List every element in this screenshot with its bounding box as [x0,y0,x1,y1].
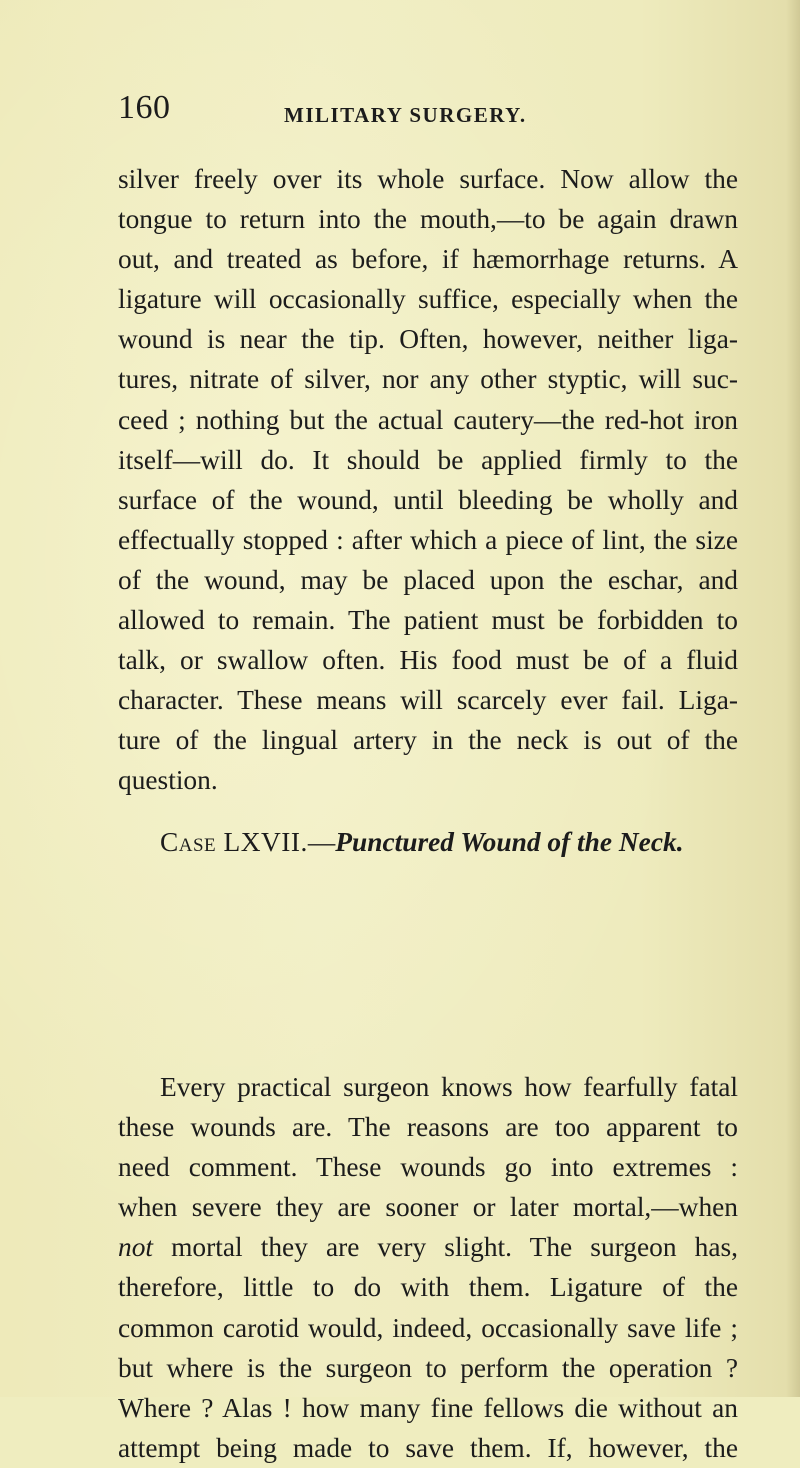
text-line: Where ? Alas ! how many fine fellows die without an [118,1392,738,1423]
text-line: surface of the wound, until bleeding be wholly and [118,484,738,515]
text-line: attempt being made to save them. If, however, the [118,1432,738,1463]
page-number: 160 [118,89,171,126]
page-edge-shadow [786,0,800,1397]
text-line: out, and treated as before, if hæmorrhage returns. A [118,244,738,275]
text-line: silver freely over its whole surface. Now allow the [118,164,738,194]
text-line: common carotid would, indeed, occasionally save life ; [118,1312,738,1343]
text-fragment: mortal they are very slight. The surgeon has, [153,1232,738,1263]
text-line: talk, or swallow often. His food must be of a fluid [118,645,738,676]
text-line: allowed to remain. The patient must be forbidden to [118,605,738,636]
text-line: these wounds are. The reasons are too apparent to [118,1112,738,1143]
text-line-with-italic [118,1227,738,1267]
text-line: effectually stopped : after which a piece of lint, the size [118,524,738,555]
page-header [118,88,738,138]
text-line: Every practical surgeon knows how fearfully fatal [160,1072,738,1102]
text-line: when severe they are sooner or later mortal,—when [118,1192,738,1223]
text-line: itself—will do. It should be applied firmly to the [118,444,738,475]
text-line: of the wound, may be placed upon the eschar, and [118,564,738,595]
italic-word: not [118,1232,154,1263]
text-line: therefore, little to do with them. Ligature of the [118,1272,738,1303]
text-line: but where is the surgeon to perform the operation ? [118,1352,738,1383]
text-line: ceed ; nothing but the actual cautery—the red-hot iron [118,404,738,435]
text-line: tures, nitrate of silver, nor any other styptic, will suc- [118,364,738,395]
case-title: Punctured Wound of the Neck. [335,827,684,857]
running-head: MILITARY SURGERY. [284,103,527,127]
text-line: character. These means will scarcely ever fail. Liga- [118,685,738,716]
text-line: tongue to return into the mouth,—to be again drawn [118,204,738,235]
case-dash: — [307,827,336,857]
text-line: ligature will occasionally suffice, especially when the [118,284,738,315]
case-number: Case LXVII. [160,827,308,857]
text-line: need comment. These wounds go into extremes : [118,1152,738,1183]
text-line: wound is near the tip. Often, however, neither liga- [118,324,738,355]
text-line: question. [118,765,218,796]
case-heading [160,822,684,862]
text-line: ture of the lingual artery in the neck is out of the [118,725,738,756]
paragraph-2 [118,1067,738,1468]
paragraph-1 [118,159,738,801]
